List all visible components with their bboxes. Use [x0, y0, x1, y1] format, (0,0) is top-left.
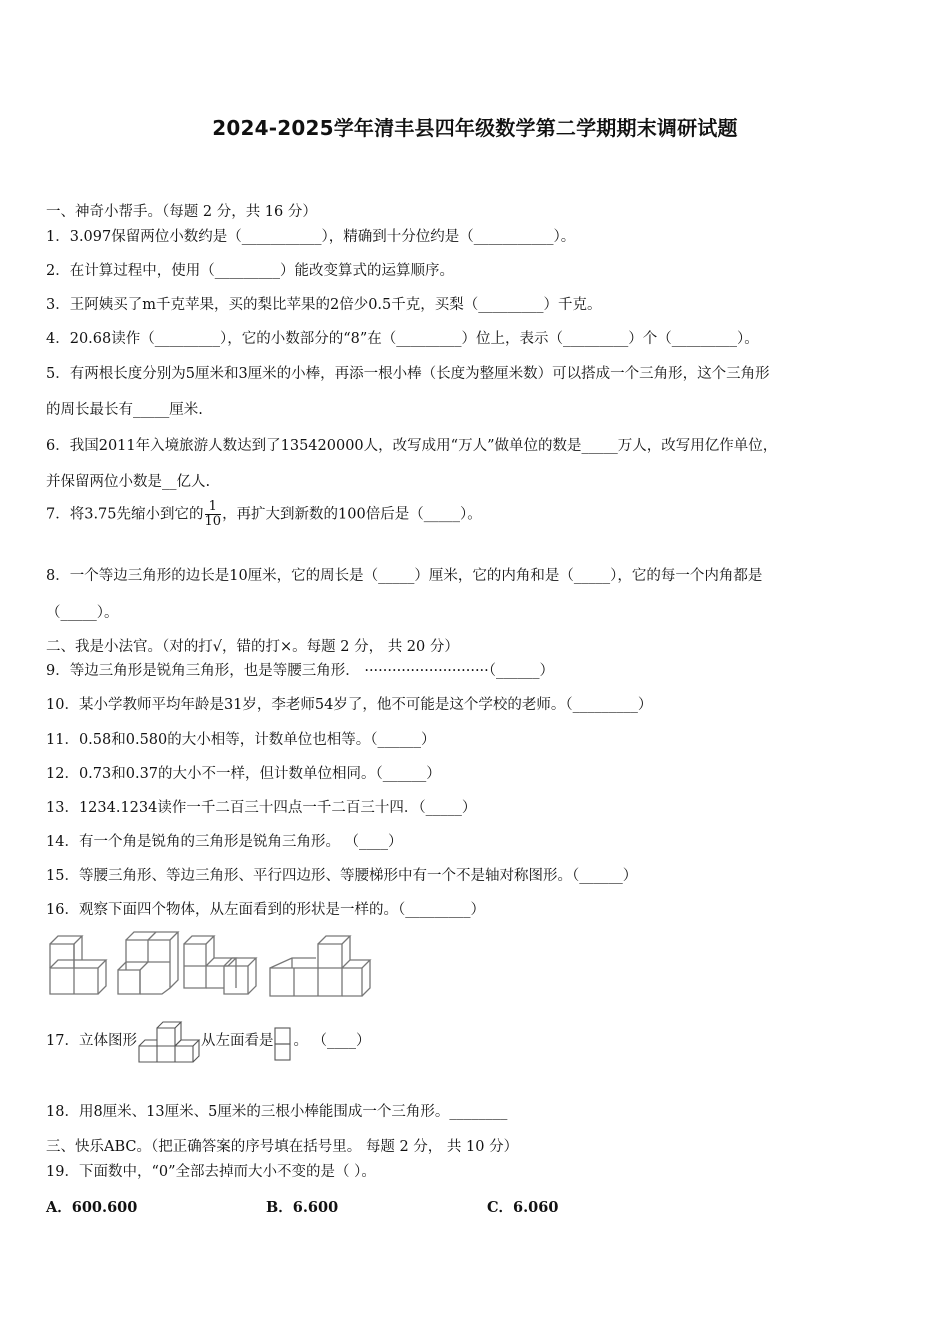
- question-5-line-2: 的周长最长有_____厘米.: [46, 402, 203, 418]
- question-16: 16．观察下面四个物体，从左面看到的形状是一样的。（_________）: [46, 902, 485, 918]
- question-6-line-1: 6．我国2011年入境旅游人数达到了135420000人，改写成用“万人”做单位的数是_____万人，改写用亿作单位，: [46, 438, 778, 454]
- question-14: 14．有一个角是锐角的三角形是锐角三角形。 （____）: [46, 834, 403, 850]
- question-7-prefix: 7．将3.75先缩小到它的: [46, 506, 204, 523]
- question-10: 10．某小学教师平均年龄是31岁，李老师54岁了，他不可能是这个学校的老师。（_________）: [46, 697, 653, 713]
- question-3: 3．王阿姨买了m千克苹果，买的梨比苹果的2倍少0.5千克，买梨（_________）千克。: [46, 297, 602, 313]
- cube-figure-4: [270, 936, 370, 996]
- question-17-prefix: 17．立体图形: [46, 1033, 137, 1049]
- question-6-line-2: 并保留两位小数是__亿人.: [46, 474, 211, 490]
- question-8-line-1: 8．一个等边三角形的边长是10厘米，它的周长是（_____）厘米，它的内角和是（_____），它的每一个内角都是: [46, 568, 763, 584]
- question-19: 19．下面数中，“0”全部去掉而大小不变的是（ ）。: [46, 1164, 376, 1180]
- question-17: [46, 1018, 371, 1064]
- question-18: 18．用8厘米、13厘米、5厘米的三根小棒能围成一个三角形。________: [46, 1104, 508, 1120]
- cube-figure-3: [184, 936, 256, 994]
- left-view-illustration: [273, 1024, 293, 1064]
- section-2-heading: 二、我是小法官。（对的打√，错的打×。每题 2 分， 共 20 分）: [46, 639, 459, 655]
- question-17-suffix: 。 （____）: [293, 1033, 371, 1049]
- section-1-heading: 一、神奇小帮手。（每题 2 分，共 16 分）: [46, 204, 317, 220]
- fraction-one-tenth: [205, 500, 222, 529]
- question-12: 12．0.73和0.37的大小不一样，但计数单位相同。（______）: [46, 766, 441, 782]
- cube-figure-2: [118, 932, 178, 994]
- question-4: 4．20.68读作（_________），它的小数部分的“8”在（_________）位上，表示（_________）个（_________）。: [46, 331, 759, 347]
- question-9: 9．等边三角形是锐角三角形，也是等腰三角形． ···························（______）: [46, 663, 555, 679]
- question-15: 15．等腰三角形、等边三角形、平行四边形、等腰梯形中有一个不是轴对称图形。（______）: [46, 868, 638, 884]
- question-5-line-1: 5．有两根长度分别为5厘米和3厘米的小棒，再添一根小棒（长度为整厘米数）可以搭成一个三角形，这个三角形: [46, 366, 770, 382]
- option-a: A．600.600: [46, 1199, 138, 1216]
- fraction-denominator: 10: [204, 514, 222, 529]
- question-13: 13．1234.1234读作一千二百三十四点一千二百三十四．（_____）: [46, 800, 477, 816]
- fraction-numerator: 1: [208, 499, 217, 514]
- question-8-line-2: （_____）。: [46, 605, 119, 621]
- question-11: 11．0.58和0.580的大小相等，计数单位也相等。（______）: [46, 732, 436, 748]
- question-2: 2．在计算过程中，使用（_________）能改变算式的运算顺序。: [46, 263, 454, 279]
- question-7: [46, 500, 482, 529]
- option-b: B．6.600: [266, 1199, 339, 1216]
- section-3-heading: 三、快乐ABC。（把正确答案的序号填在括号里。 每题 2 分， 共 10 分）: [46, 1139, 519, 1155]
- cube-figures-illustration: [46, 930, 376, 1002]
- cube-figure-1: [50, 936, 106, 994]
- question-1: 1．3.097保留两位小数约是（___________），精确到十分位约是（___________）。: [46, 229, 576, 245]
- question-17-middle: 从左面看是: [200, 1033, 274, 1049]
- page-title: 2024-2025学年清丰县四年级数学第二学期期末调研试题: [212, 116, 738, 140]
- option-c: C．6.060: [487, 1199, 559, 1216]
- solid-figure-illustration: [137, 1020, 201, 1064]
- question-7-suffix: ，再扩大到新数的100倍后是（_____）。: [222, 506, 482, 523]
